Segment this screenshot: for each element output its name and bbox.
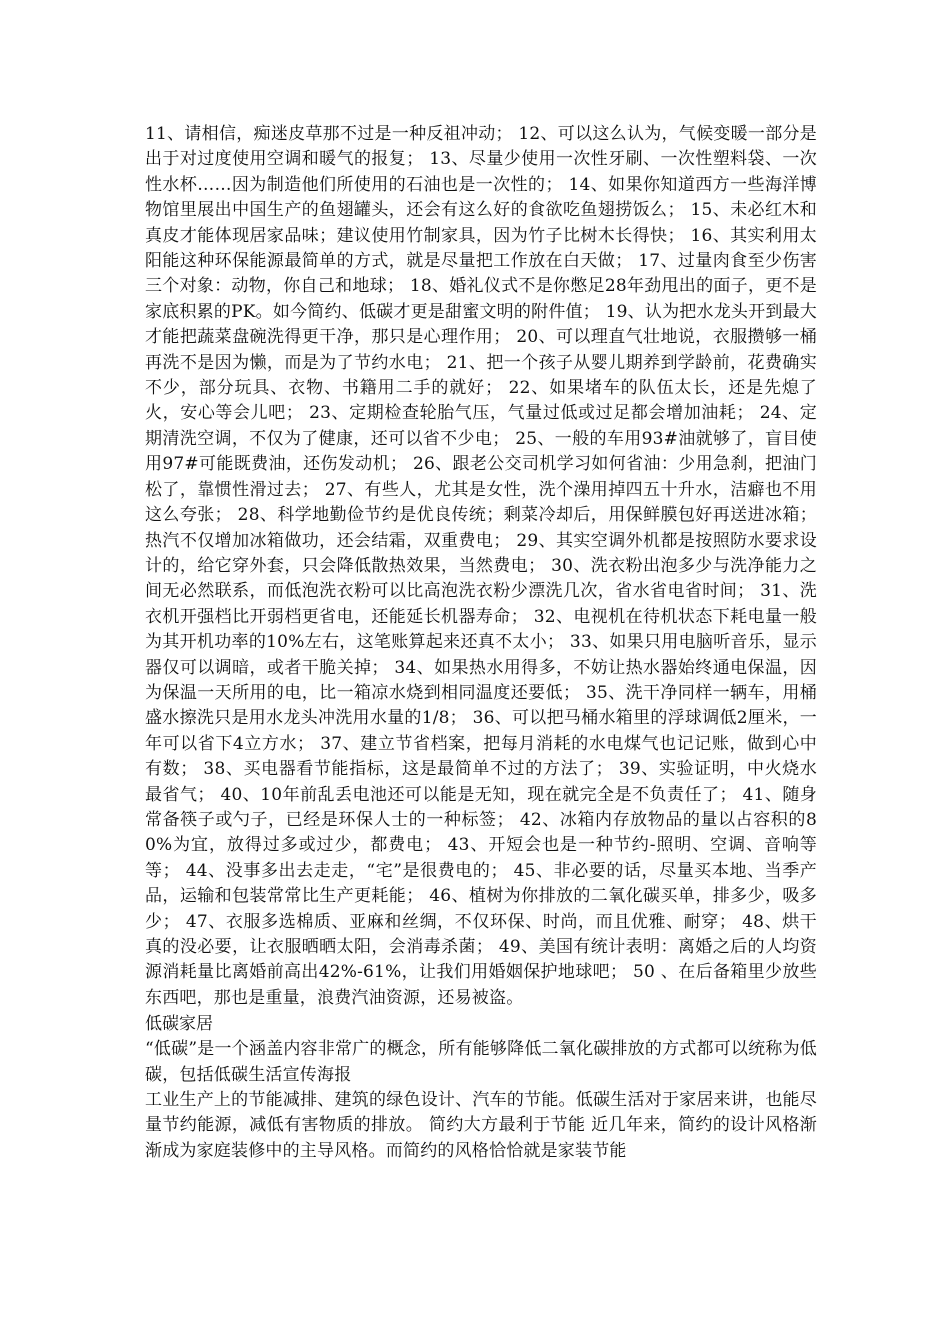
section-heading: 低碳家居 [145,1014,213,1035]
body-paragraph: 工业生产上的节能减排、建筑的绿色设计、汽车的节能。低碳生活对于家居来讲，也能尽量节约能源，减低有害物质的排放。 简约大方最利于节能 近几年来，简约的设计风格渐渐成为家庭装修中的主导风格。而简约的风格恰恰就是家装节能 [145,1090,817,1161]
intro-paragraph: “低碳”是一个涵盖内容非常广的概念，所有能够降低二氧化碳排放的方式都可以统称为低碳，包括低碳生活宣传海报 [145,1039,817,1085]
tips-paragraph: 11、请相信，痴迷皮草那不过是一种反祖冲动； 12、可以这么认为，气候变暖一部分是出于对过度使用空调和暖气的报复； 13、尽量少使用一次性牙刷、一次性塑料袋、一次性水杯……因为制造他们所使用的石油也是一次性的； 14、如果你知道西方一些海洋博物馆里展出中国生产的鱼翅罐头，还会有这么好的食欲吃鱼翅捞饭么； 15、未必红木和真皮才能体现居家品味；建议使用竹制家具，因为竹子比树木长得快； 16、其实利用太阳能这种环保能源最简单的方式，就是尽量把工作放在白天做； 17、过量肉食至少伤害三个对象：动物，你自己和地球； 18、婚礼仪式不是你憋足28年劲甩出的面子，更不是家底积累的PK。如今简约、低碳才更是甜蜜文明的附件值； 19、认为把水龙头开到最大才能把蔬菜盘碗洗得更干净，那只是心理作用； 20、可以理直气壮地说，衣服攒够一桶再洗不是因为懒，而是为了节约水电； 21、把一个孩子从婴儿期养到学龄前，花费确实不少，部分玩具、衣物、书籍用二手的就好； 22、如果堵车的队伍太长，还是先熄了火，安心等会儿吧； 23、定期检查轮胎气压，气量过低或过足都会增加油耗； 24、定期清洗空调，不仅为了健康，还可以省不少电； 25、一般的车用93#油就够了，盲目使用97#可能既费油，还伤发动机； 26、跟老公交司机学习如何省油：少用急刹，把油门松了，靠惯性滑过去； 27、有些人，尤其是女性，洗个澡用掉四五十升水，洁癖也不用这么夸张； 28、科学地勤俭节约是优良传统；剩菜冷却后，用保鲜膜包好再送进冰箱；热汽不仅增加冰箱做功，还会结霜，双重费电； 29、其实空调外机都是按照防水要求设计的，给它穿外套，只会降低散热效果，当然费电； 30、洗衣粉出泡多少与洗净能力之间无必然联系，而低泡洗衣粉可以比高泡洗衣粉少漂洗几次，省水省电省时间； 31、洗衣机开强档比开弱档更省电，还能延长机器寿命； 32、电视机在待机状态下耗电量一般为其开机功率的10%左右，这笔账算起来还真不太小； 33、如果只用电脑听音乐，显示器仅可以调暗，或者干脆关掉； 34、如果热水用得多，不妨让热水器始终通电保温，因为保温一天所用的电，比一箱凉水烧到相同温度还要低； 35、洗干净同样一辆车，用桶盛水擦洗只是用水龙头冲洗用水量的1/8； 36、可以把马桶水箱里的浮球调低2厘米，一年可以省下4立方水； 37、建立节省档案，把每月消耗的水电煤气也记记账，做到心中有数； 38、买电器看节能指标，这是最简单不过的方法了； 39、实验证明，中火烧水最省气； 40、10年前乱丢电池还可以能是无知，现在就完全是不负责任了； 41、随身常备筷子或勺子，已经是环保人士的一种标签； 42、冰箱内存放物品的量以占容积的80%为宜，放得过多或过少，都费电； 43、开短会也是一种节约-照明、空调、音响等等； 44、没事多出去走走，“宅”是很费电的； 45、非必要的话，尽量买本地、当季产品，运输和包装常常比生产更耗能； 46、植树为你排放的二氧化碳买单，排多少，吸多少； 47、衣服多选棉质、亚麻和丝绸，不仅环保、时尚，而且优雅、耐穿； 48、烘干真的没必要，让衣服晒晒太阳，会消毒杀菌； 49、美国有统计表明：离婚之后的人均资源消耗量比离婚前高出42%-61%，让我们用婚姻保护地球吧； 50 、在后备箱里少放些东西吧，那也是重量，浪费汽油资源，还易被盗。 [145,124,817,1008]
document-page [145,122,817,1164]
